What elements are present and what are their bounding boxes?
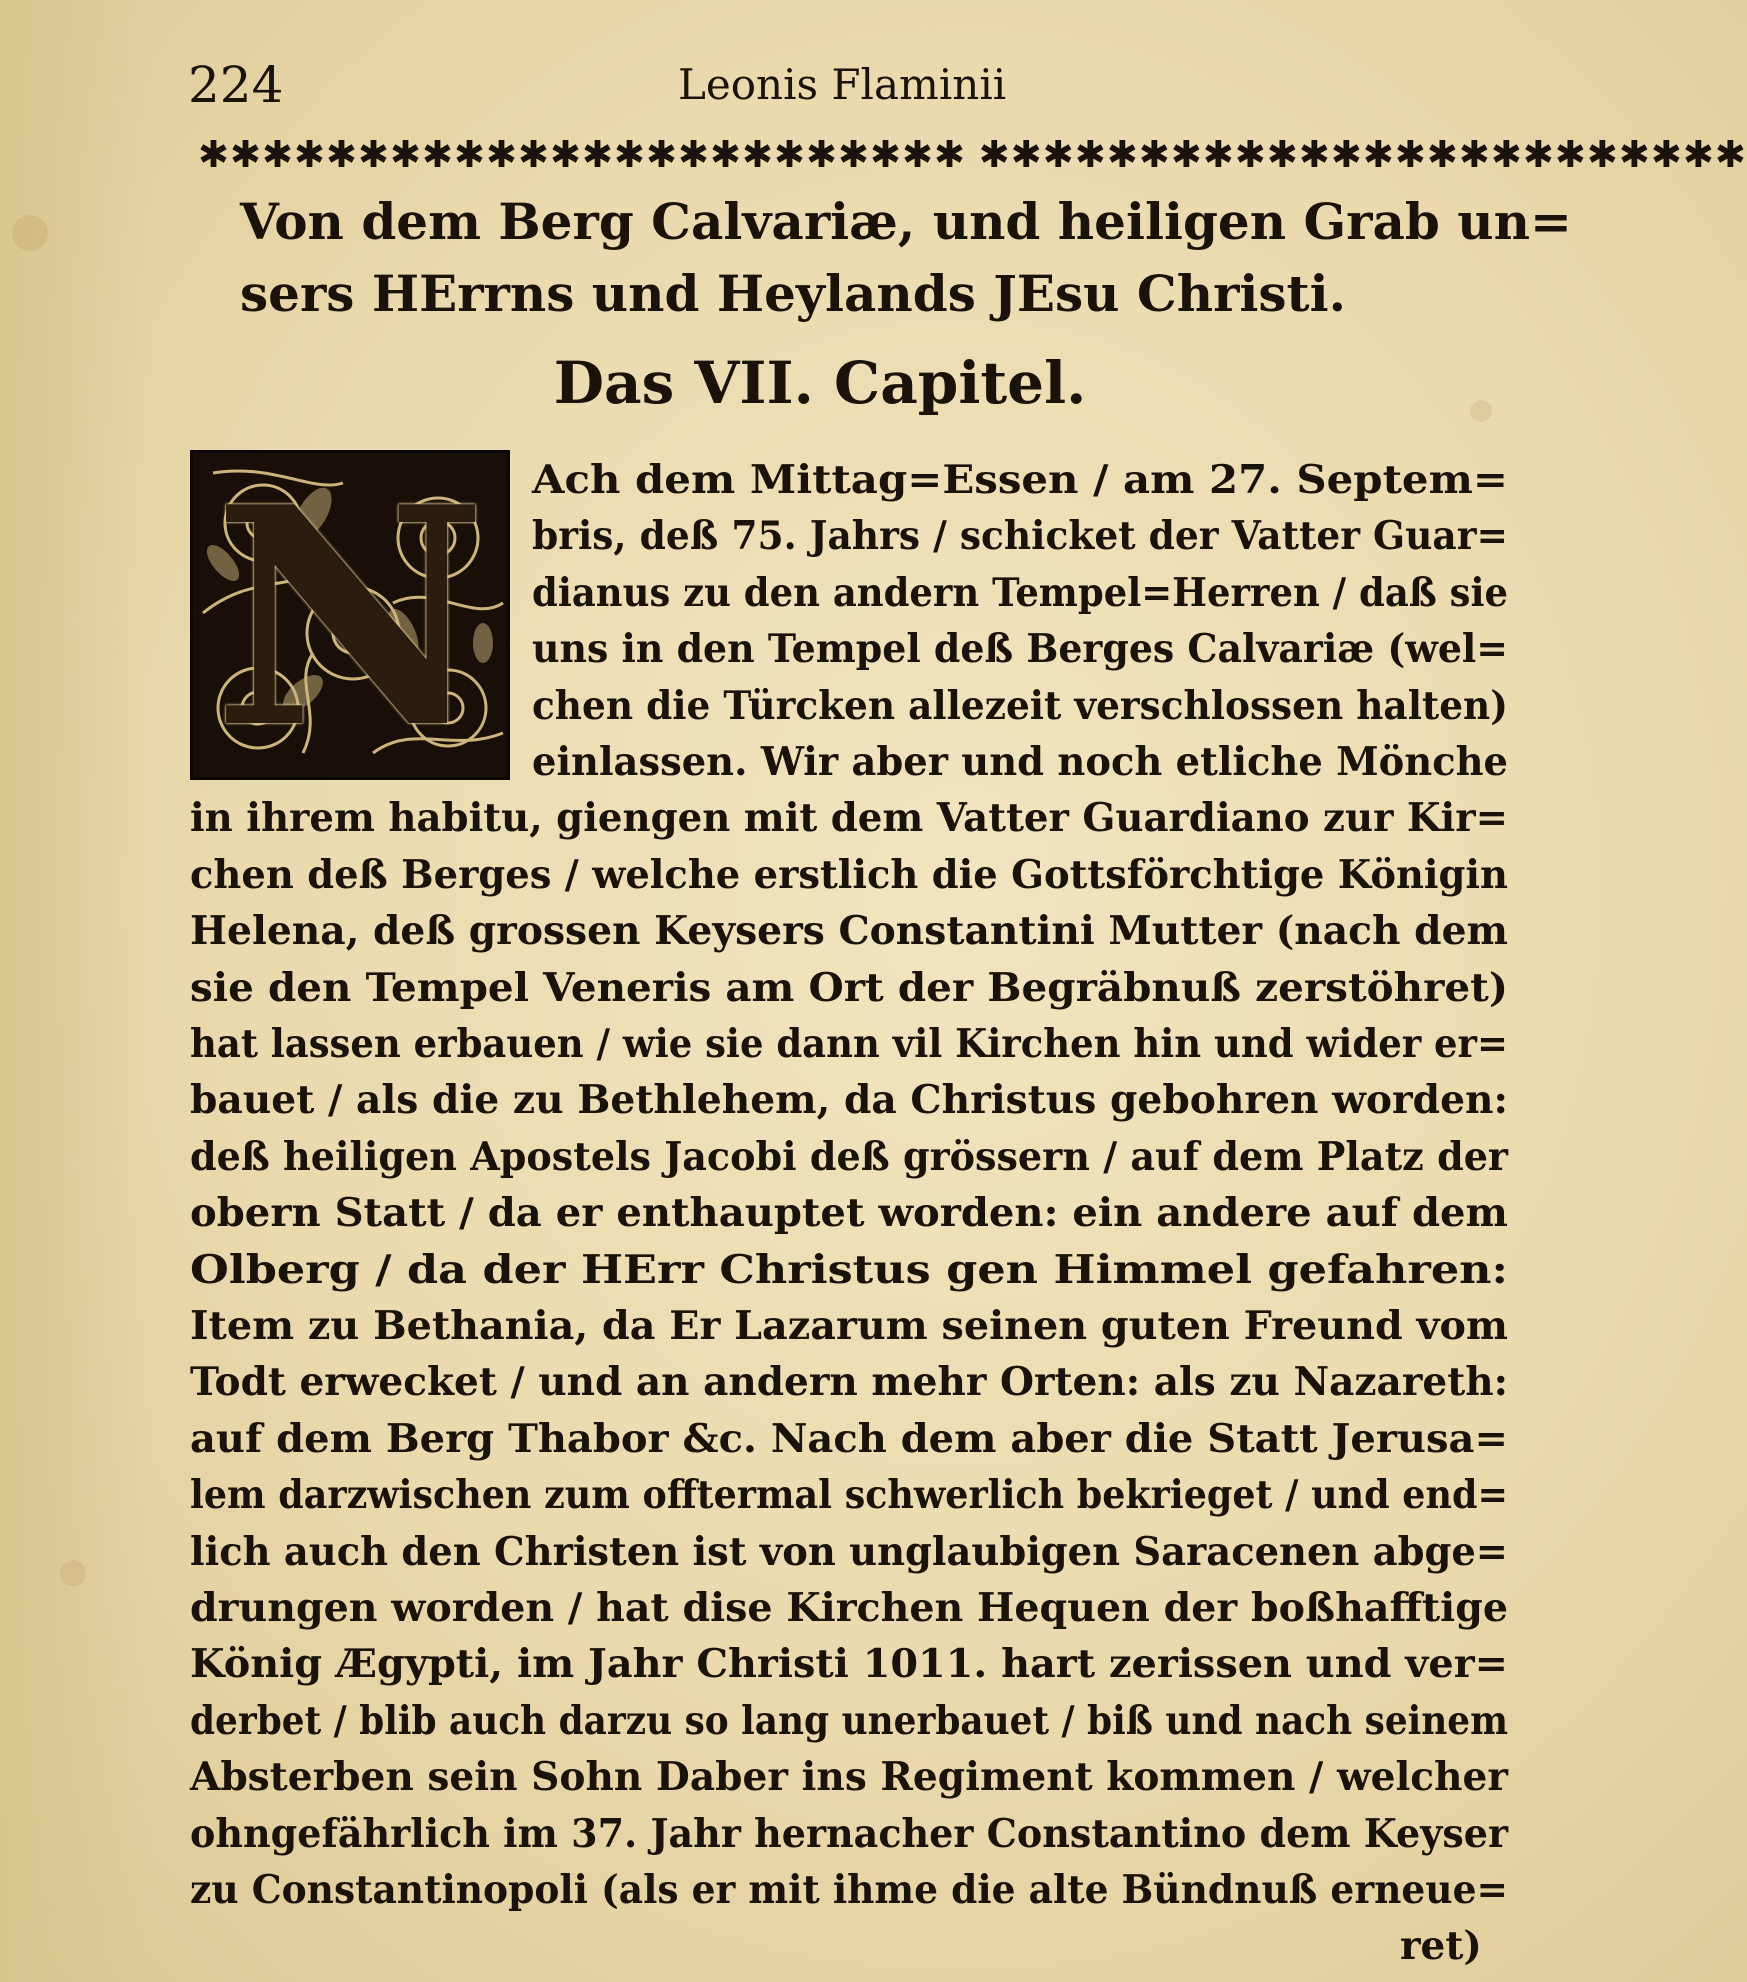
text-line-content: Absterben sein Sohn Daber ins Regiment kommen / welcher xyxy=(190,1754,1509,1801)
page-gutter-shadow xyxy=(0,0,150,1982)
text-line xyxy=(190,903,1508,959)
text-line xyxy=(190,1636,1509,1692)
text-line-content: obern Statt / da er enthauptet worden: ein andere auf dem xyxy=(190,1190,1508,1237)
text-line xyxy=(190,1467,1600,1523)
text-line-content: chen die Türcken allezeit verschlossen halten) xyxy=(532,682,1508,729)
text-line xyxy=(190,1242,1508,1298)
text-line-content: bris, deß 75. Jahrs / schicket der Vatter Guar= xyxy=(532,513,1508,560)
text-line-content: in ihrem habitu, giengen mit dem Vatter Guardiano zur Kir= xyxy=(190,795,1508,842)
text-line-content: König Ægypti, im Jahr Christi 1011. hart zerissen und ver= xyxy=(190,1641,1509,1688)
decorated-initial xyxy=(190,441,510,794)
text-line-content: ohngefährlich im 37. Jahr hernacher Constantino dem Keyser xyxy=(190,1810,1508,1857)
paper-stain xyxy=(1470,400,1492,422)
page-header xyxy=(188,50,1518,120)
text-line xyxy=(190,1411,1508,1467)
chapter-number: Das VII. Capitel. xyxy=(553,349,1087,417)
text-line xyxy=(190,847,1527,903)
text-line xyxy=(190,1862,1559,1918)
text-line-content: ret) xyxy=(1400,1923,1482,1970)
page-number: 224 xyxy=(188,56,284,114)
chapter-title-line-2: sers HErrns und Heylands JEsu Christi. xyxy=(240,264,1347,323)
text-line-content: Item zu Bethania, da Er Lazarum seinen guten Freund vom xyxy=(190,1303,1508,1349)
text-line xyxy=(532,678,1548,734)
text-line xyxy=(190,1749,1509,1805)
text-line xyxy=(190,1072,1508,1128)
text-line-content: Helena, deß grossen Keysers Constantini Mutter (nach dem xyxy=(190,908,1508,955)
running-title: Leonis Flaminii xyxy=(678,60,1007,109)
chapter-title-line-1: Von dem Berg Calvariæ, und heiligen Grab un= xyxy=(240,192,1572,251)
text-line xyxy=(190,1129,1540,1185)
text-line xyxy=(190,1806,1541,1862)
text-line xyxy=(190,1354,1508,1410)
text-line xyxy=(532,565,1563,621)
paper-stain xyxy=(60,1560,86,1586)
text-line-content: derbet / blib auch darzu so lang unerbauet / biß und nach seinem xyxy=(190,1697,1508,1744)
text-line-content: sie den Tempel Veneris am Ort der Begräbnuß zerstöhret) xyxy=(190,964,1508,1011)
ornament-rule: ✱✱✱✱✱✱✱✱✱✱✱✱✱✱✱✱✱✱✱✱✱✱✱✱ ✱✱✱✱✱✱✱✱✱✱✱✱✱✱✱✱✱✱✱✱✱✱✱✱ xyxy=(198,133,1747,176)
text-line xyxy=(190,1185,1508,1241)
text-line-content: Olberg / da der HErr Christus gen Himmel gefahren: xyxy=(190,1246,1508,1293)
text-line-content: chen deß Berges / welche erstlich die Gottsförchtige Königin xyxy=(190,851,1508,898)
text-line xyxy=(532,621,1538,677)
text-line-content: lich auch den Christen ist von unglaubigen Saracenen abge= xyxy=(190,1528,1508,1575)
text-line-content: hat lassen erbauen / wie sie dann vil Kirchen hin und wider er= xyxy=(190,1021,1508,1067)
text-line-content: zu Constantinopoli (als er mit ihme die alte Bündnuß erneue= xyxy=(190,1867,1508,1913)
text-line-content: dianus zu den andern Tempel=Herren / daß sie xyxy=(532,569,1508,616)
text-line-content: einlassen. Wir aber und noch etliche Mönche xyxy=(532,739,1508,785)
text-line-content: lem darzwischen zum offtermal schwerlich bekrieget / und end= xyxy=(190,1472,1508,1519)
initial-letter: N xyxy=(212,441,488,794)
text-line xyxy=(190,1580,1508,1636)
text-line-content: Ach dem Mittag=Essen / am 27. Septem= xyxy=(532,457,1508,503)
text-line xyxy=(532,508,1546,564)
text-line-content: Todt erwecket / und an andern mehr Orten: als zu Nazareth: xyxy=(190,1359,1508,1406)
text-line xyxy=(190,1524,1528,1580)
paper-stain xyxy=(12,215,48,251)
text-line-content: auf dem Berg Thabor &c. Nach dem aber die Statt Jerusa= xyxy=(190,1415,1508,1462)
text-line xyxy=(532,452,1508,508)
text-line-content: uns in den Tempel deß Berges Calvariæ (wel= xyxy=(532,626,1508,673)
text-line-content: deß heiligen Apostels Jacobi deß grössern / auf dem Platz der xyxy=(190,1133,1508,1180)
text-line xyxy=(190,960,1508,1016)
text-line xyxy=(532,734,1523,790)
text-line xyxy=(190,1693,1625,1749)
text-line xyxy=(1400,1918,1482,1974)
text-line xyxy=(190,790,1520,846)
text-line xyxy=(190,1016,1581,1072)
text-line-content: drungen worden / hat dise Kirchen Hequen der boßhafftige xyxy=(190,1585,1508,1631)
text-line-content: bauet / als die zu Bethlehem, da Christus gebohren worden: xyxy=(190,1077,1508,1124)
text-line xyxy=(190,1298,1508,1354)
